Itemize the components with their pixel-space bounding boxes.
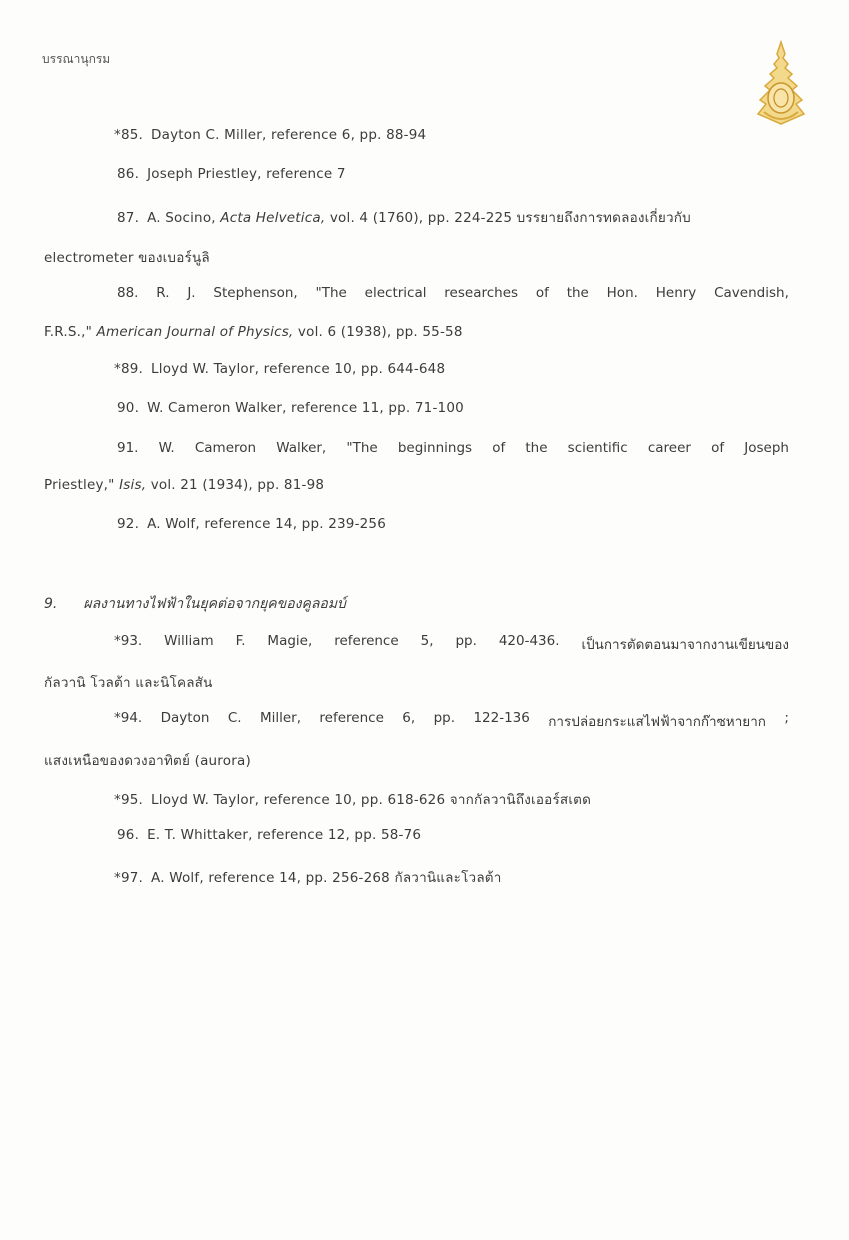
section-heading bbox=[44, 593, 346, 615]
reference-text: Dayton C. Miller, reference 6, pp. 88-94 bbox=[151, 127, 427, 143]
reference-word: reference bbox=[334, 633, 399, 649]
reference-text: vol. 4 (1760), pp. 224-225 บรรยายถึงการทดลองเกี่ยวกับ bbox=[329, 210, 691, 226]
reference-text: A. Wolf, reference 14, pp. 256-268 กัลวานิและโวลต้า bbox=[151, 870, 502, 886]
reference-number: *97. bbox=[114, 870, 144, 886]
reference-91 bbox=[117, 440, 789, 456]
reference-word: of bbox=[535, 285, 549, 301]
reference-number: 87. bbox=[117, 210, 140, 226]
reference-97 bbox=[114, 866, 502, 888]
reference-text: Priestley," bbox=[44, 477, 115, 493]
reference-text: Joseph Priestley, reference 7 bbox=[147, 166, 346, 182]
reference-text: E. T. Whittaker, reference 12, pp. 58-76 bbox=[147, 827, 422, 843]
reference-word: Magie, bbox=[267, 633, 313, 649]
reference-text: Lloyd W. Taylor, reference 10, pp. 644-648 bbox=[151, 361, 446, 377]
reference-word: electrical bbox=[364, 285, 427, 301]
section-number: 9. bbox=[44, 596, 58, 612]
reference-word: R. bbox=[156, 285, 170, 301]
reference-text: vol. 21 (1934), pp. 81-98 bbox=[150, 477, 325, 493]
reference-word: researches bbox=[444, 285, 519, 301]
reference-word: 420-436. bbox=[498, 633, 560, 649]
reference-93-continuation: กัลวานิ โวลต้า และนิโคลสัน bbox=[44, 675, 213, 691]
reference-86 bbox=[117, 166, 346, 182]
reference-word: "The bbox=[346, 440, 378, 456]
reference-95 bbox=[114, 788, 591, 810]
reference-number: 91. bbox=[117, 440, 139, 456]
reference-word: การปล่อยกระแสไฟฟ้าจากก๊าซหายาก bbox=[548, 714, 766, 730]
reference-number: 92. bbox=[117, 516, 140, 532]
reference-word: of bbox=[711, 440, 725, 456]
reference-word: Stephenson, bbox=[213, 285, 298, 301]
reference-journal: Acta Helvetica, bbox=[220, 210, 326, 226]
reference-word: Walker, bbox=[276, 440, 327, 456]
reference-journal: Isis, bbox=[119, 477, 147, 493]
reference-number: *89. bbox=[114, 361, 144, 377]
reference-91-continuation bbox=[44, 477, 324, 493]
reference-87-continuation: electrometer ของเบอร์นูลิ bbox=[44, 250, 210, 266]
reference-word: scientific bbox=[567, 440, 628, 456]
reference-word: C. bbox=[227, 710, 242, 726]
reference-word: beginnings bbox=[397, 440, 473, 456]
royal-emblem-icon bbox=[752, 40, 810, 128]
reference-88 bbox=[117, 285, 789, 301]
reference-word: of bbox=[492, 440, 506, 456]
reference-journal: American Journal of Physics, bbox=[96, 324, 294, 340]
reference-number: 90. bbox=[117, 400, 140, 416]
reference-word: Hon. bbox=[606, 285, 638, 301]
reference-word: pp. bbox=[433, 710, 456, 726]
reference-word: reference bbox=[319, 710, 384, 726]
reference-94-continuation: แสงเหนือของดวงอาทิตย์ (aurora) bbox=[44, 753, 251, 769]
reference-word: Cameron bbox=[194, 440, 257, 456]
reference-number: 88. bbox=[117, 285, 139, 301]
reference-word: William bbox=[164, 633, 214, 649]
reference-text: W. Cameron Walker, reference 11, pp. 71-100 bbox=[147, 400, 464, 416]
reference-word: the bbox=[525, 440, 548, 456]
reference-number: *93. bbox=[114, 633, 143, 649]
reference-93 bbox=[114, 633, 789, 655]
reference-word: 5, bbox=[420, 633, 434, 649]
reference-text: Lloyd W. Taylor, reference 10, pp. 618-626 จากกัลวานิถึงเออร์สเตด bbox=[151, 792, 592, 808]
reference-87 bbox=[117, 206, 691, 228]
reference-96 bbox=[117, 827, 421, 843]
reference-word: career bbox=[647, 440, 691, 456]
running-head: บรรณานุกรม bbox=[42, 52, 111, 66]
reference-94 bbox=[114, 710, 789, 732]
reference-word: 122-136 bbox=[473, 710, 530, 726]
reference-word: Dayton bbox=[160, 710, 210, 726]
reference-number: *85. bbox=[114, 127, 144, 143]
reference-number: *95. bbox=[114, 792, 144, 808]
reference-85 bbox=[114, 127, 426, 143]
reference-word: ; bbox=[784, 710, 789, 726]
reference-number: *94. bbox=[114, 710, 143, 726]
reference-number: 96. bbox=[117, 827, 140, 843]
reference-88-continuation bbox=[44, 324, 463, 340]
reference-word: J. bbox=[187, 285, 196, 301]
section-title: ผลงานทางไฟฟ้าในยุคต่อจากยุคของคูลอมบ์ bbox=[83, 596, 346, 612]
reference-word: W. bbox=[158, 440, 175, 456]
reference-text: F.R.S.," bbox=[44, 324, 93, 340]
reference-word: pp. bbox=[455, 633, 477, 649]
reference-author: A. Socino, bbox=[147, 210, 216, 226]
reference-word: 6, bbox=[402, 710, 416, 726]
reference-word: Cavendish, bbox=[714, 285, 789, 301]
reference-90 bbox=[117, 400, 464, 416]
reference-92 bbox=[117, 516, 386, 532]
reference-word: F. bbox=[235, 633, 246, 649]
reference-word: เป็นการตัดตอนมาจากงานเขียนของ bbox=[581, 637, 789, 653]
reference-word: Miller, bbox=[259, 710, 302, 726]
reference-89 bbox=[114, 361, 445, 377]
reference-text: A. Wolf, reference 14, pp. 239-256 bbox=[147, 516, 387, 532]
reference-word: Henry bbox=[655, 285, 697, 301]
reference-word: "The bbox=[315, 285, 347, 301]
reference-word: the bbox=[566, 285, 589, 301]
reference-number: 86. bbox=[117, 166, 140, 182]
reference-word: Joseph bbox=[744, 440, 789, 456]
reference-text: vol. 6 (1938), pp. 55-58 bbox=[297, 324, 463, 340]
